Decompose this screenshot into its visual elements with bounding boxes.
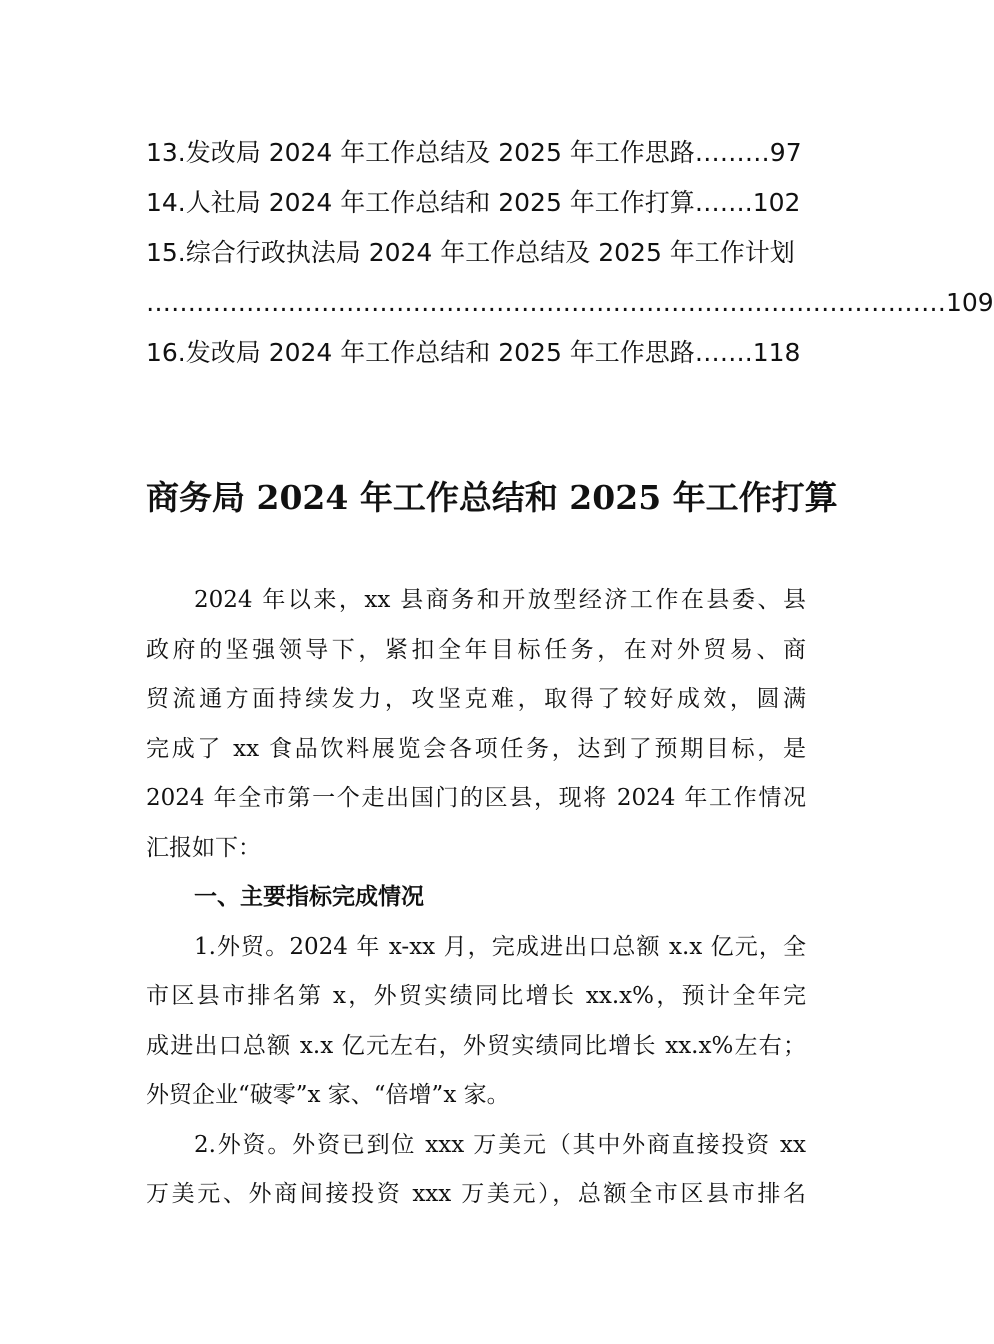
document-title: 商务局 2024 年工作总结和 2025 年工作打算 [146, 478, 838, 517]
text-line: 1.外贸。2024 年 x-xx 月，完成进出口总额 x.x 亿元，全 [194, 933, 806, 960]
text-line: 汇报如下： [146, 834, 261, 861]
toc-item-15-leader-line[interactable] [146, 278, 994, 328]
toc-item-14[interactable]: 14.人社局 2024 年工作总结和 2025 年工作打算…….102 [146, 188, 801, 217]
document-body [146, 576, 806, 1220]
text-line: 政府的坚强领导下，紧扣全年目标任务，在对外贸易、商 [146, 636, 806, 663]
paragraph-intro [146, 576, 806, 873]
text-line: 万美元、外商间接投资 xxx 万美元），总额全市区县市排名 [146, 1181, 806, 1207]
toc-item-13[interactable]: 13.发改局 2024 年工作总结及 2025 年工作思路………97 [146, 138, 802, 167]
table-of-contents [146, 128, 994, 378]
text-line: 2024 年以来，xx 县商务和开放型经济工作在县委、县 [194, 587, 806, 613]
text-line: 外贸企业“破零”x 家、“倍增”x 家。 [146, 1082, 510, 1108]
text-line: 完成了 xx 食品饮料展览会各项任务，达到了预期目标，是 [146, 735, 806, 762]
section-heading: 一、主要指标完成情况 [194, 884, 424, 910]
text-line: 2.外资。外资已到位 xxx 万美元（其中外商直接投资 xx [194, 1131, 806, 1158]
toc-item-15[interactable]: 15.综合行政执法局 2024 年工作总结及 2025 年工作计划 [146, 238, 795, 267]
text-line: 市区县市排名第 x，外贸实绩同比增长 xx.x%，预计全年完 [146, 983, 806, 1009]
paragraph-foreign-trade [146, 923, 806, 1121]
toc-dot-leader: …………………………………………………………………………………… [146, 288, 946, 317]
text-line: 成进出口总额 x.x 亿元左右，外贸实绩同比增长 xx.x%左右； [146, 1032, 806, 1059]
toc-page-number: 109 [946, 288, 994, 317]
text-line: 2024 年全市第一个走出国门的区县，现将 2024 年工作情况 [146, 785, 806, 811]
toc-item-16[interactable]: 16.发改局 2024 年工作总结和 2025 年工作思路…….118 [146, 338, 801, 367]
paragraph-foreign-investment [146, 1121, 806, 1220]
text-line: 贸流通方面持续发力，攻坚克难，取得了较好成效，圆满 [146, 686, 806, 712]
